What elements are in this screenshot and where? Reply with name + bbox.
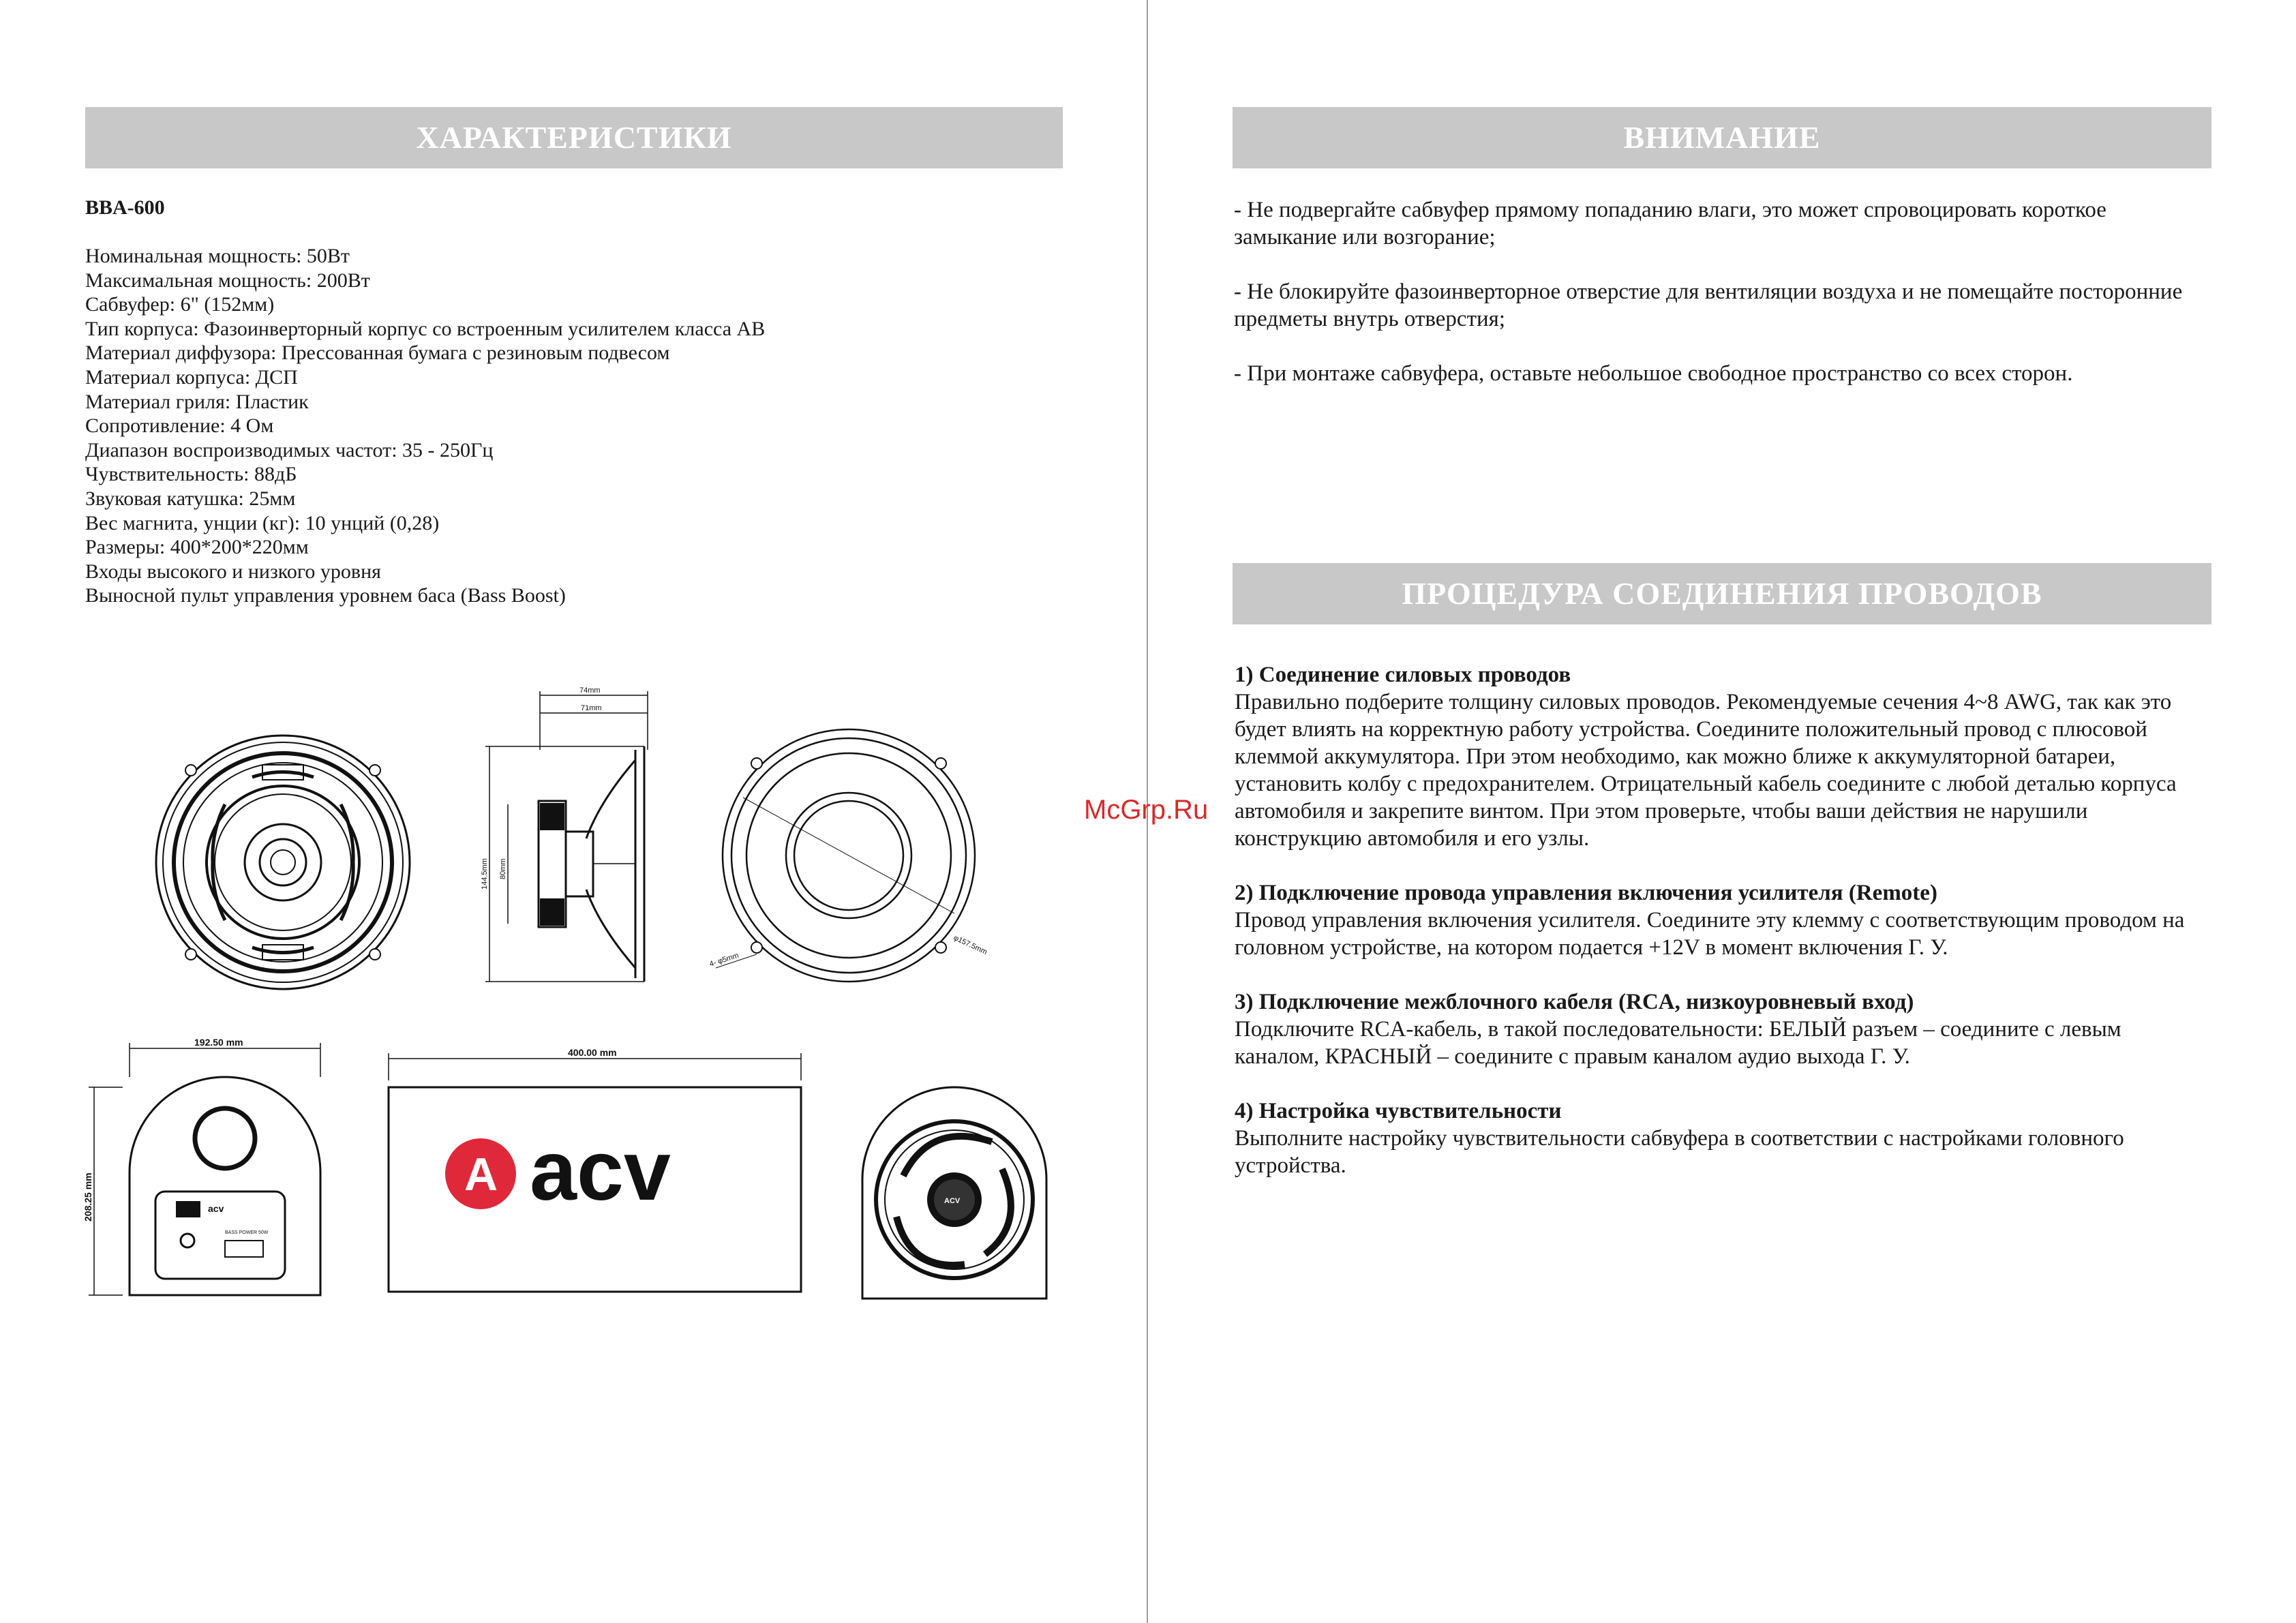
watermark: McGrp.Ru	[1084, 795, 1209, 825]
spec-item: Тип корпуса: Фазоинверторный корпус со встроенным усилителем класса AB	[85, 317, 766, 340]
spec-item: Размеры: 400*200*220мм	[85, 536, 309, 559]
spec-item: Входы высокого и низкого уровня	[85, 560, 381, 583]
warning-heading: ВНИМАНИЕ	[1233, 107, 2211, 168]
model-name: BBA-600	[85, 196, 165, 219]
specs-heading: ХАРАКТЕРИСТИКИ	[85, 107, 1063, 168]
procedure-step	[1235, 879, 2203, 961]
acv-logo-text: acv	[530, 1124, 671, 1218]
spec-item: Сабвуфер: 6" (152мм)	[85, 293, 275, 316]
panel-label: BASS POWER 50W	[225, 1230, 269, 1235]
speaker-rear-drawing	[689, 723, 1009, 995]
step-text: Провод управления включения усилителя. Соедините эту клемму с соответствующим проводом на головном устройстве, на котором подается +12V в момент включения Г. У.	[1235, 908, 2185, 960]
step-text: Выполните настройку чувствительности сабвуфера в соответствии с настройками головного устройства.	[1235, 1126, 2124, 1178]
spec-item: Максимальная мощность: 200Вт	[85, 269, 370, 292]
procedure-step	[1235, 661, 2203, 852]
box-width-label: 192.50 mm	[194, 1037, 243, 1048]
rear-dim-diameter: φ157.5mm	[952, 933, 988, 957]
enclosure-front-drawing	[385, 1046, 804, 1302]
step-title: 2) Подключение провода управления включения усилителя (Remote)	[1235, 881, 1937, 905]
side-dim-height: 144.5mm	[481, 858, 489, 890]
step-title: 3) Подключение межблочного кабеля (RCA, низкоуровневый вход)	[1235, 990, 1914, 1014]
step-title: 1) Соединение силовых проводов	[1235, 663, 1571, 687]
spec-item: Диапазон воспроизводимых частот: 35 - 250Гц	[85, 438, 494, 461]
procedure-steps	[1235, 661, 2203, 1207]
step-text: Подключите RCA-кабель, в такой последовательности: БЕЛЫЙ разъем – соедините с левым каналом, КРАСНЫЙ – соедините с правым каналом аудио выхода Г. У.	[1235, 1017, 2121, 1069]
rear-dim-holes: 4- φ5mm	[708, 951, 740, 969]
enclosure-side-drawing	[82, 1036, 327, 1309]
speaker-side-drawing	[477, 682, 682, 995]
spec-item: Вес магнита, унции (кг): 10 унций (0,28)	[85, 511, 440, 534]
box-length-label: 400.00 mm	[568, 1047, 617, 1058]
speaker-front-drawing	[150, 729, 416, 995]
spec-item: Выносной пульт управления уровнем баса (Bass Boost)	[85, 584, 566, 607]
procedure-step	[1235, 1097, 2203, 1179]
side-dim-inner: 71mm	[581, 704, 602, 712]
spec-item: Материал диффузора: Прессованная бумага с резиновым подвесом	[85, 342, 670, 365]
spec-item: Сопротивление: 4 Ом	[85, 414, 274, 438]
procedure-heading: ПРОЦЕДУРА СОЕДИНЕНИЯ ПРОВОДОВ	[1233, 563, 2211, 624]
side-dim-outer: 74mm	[579, 686, 601, 695]
warning-item: - Не блокируйте фазоинверторное отверстие для вентиляции воздуха и не помещайте посторонние предметы внутрь отверстия;	[1234, 279, 2183, 331]
warning-item: - При монтаже сабвуфера, оставьте небольшое свободное пространство со всех сторон.	[1234, 361, 2073, 386]
warning-list	[1234, 196, 2202, 414]
spec-item: Звуковая катушка: 25мм	[85, 487, 296, 510]
spec-list	[85, 244, 765, 608]
acv-logo-letter: A	[464, 1149, 498, 1200]
warning-item: - Не подвергайте сабвуфер прямому попаданию влаги, это может спровоцировать короткое замыкание или возгорание;	[1234, 198, 2106, 249]
step-title: 4) Настройка чувствительности	[1235, 1099, 1562, 1123]
spec-item: Чувствительность: 88дБ	[85, 463, 297, 486]
procedure-step	[1235, 988, 2203, 1070]
enclosure-grille-drawing	[856, 1080, 1053, 1305]
side-dim-magnet: 80mm	[499, 858, 507, 879]
spec-item: Номинальная мощность: 50Вт	[85, 245, 350, 267]
spec-item: Материал корпуса: ДСП	[85, 365, 298, 389]
spec-item: Материал гриля: Пластик	[85, 390, 309, 413]
box-height-label: 208.25 mm	[82, 1172, 93, 1222]
panel-logo: acv	[208, 1203, 224, 1214]
grille-logo: ACV	[944, 1197, 961, 1205]
step-text: Правильно подберите толщину силовых проводов. Рекомендуемые сечения 4~8 AWG, так как это будет влиять на корректную работу устройства. Соедините положительный провод с плюсовой клеммой аккумулятора. При этом необходимо, как можно ближе к аккумуляторной батареи, установить колбу с предохранителем. Отрицательный кабель соедините с любой деталью корпуса автомобиля и закрепите винтом. При этом проверьте, чтобы ваши действия не нарушили конструкцию автомобиля и его узлы.	[1235, 690, 2177, 851]
